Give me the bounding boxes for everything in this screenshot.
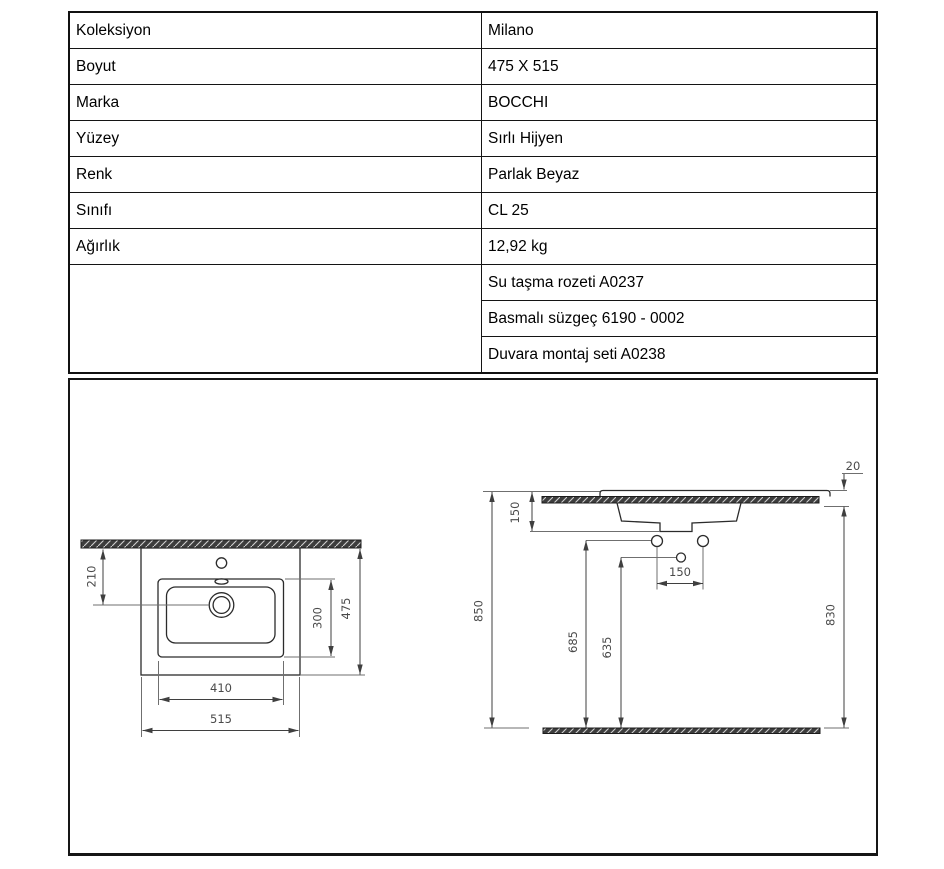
table-row	[69, 12, 877, 49]
table-row	[69, 121, 877, 157]
dim-685-label: 685	[566, 631, 580, 653]
spec-value-koleksiyon: Milano	[482, 12, 878, 49]
spec-value-aksesuar-1: Su taşma rozeti A0237	[482, 265, 878, 301]
table-row	[69, 49, 877, 85]
drain-hole-side-view	[677, 553, 686, 562]
spec-label-agirlik: Ağırlık	[69, 229, 482, 265]
spec-value-marka: BOCCHI	[482, 85, 878, 121]
technical-drawing-panel	[68, 378, 878, 856]
faucet-hole	[216, 558, 226, 568]
overflow-slot	[215, 579, 228, 584]
dim-150-top-label: 150	[508, 501, 522, 524]
dim-300-label: 300	[310, 607, 325, 629]
spec-label-empty-cell	[69, 265, 482, 374]
dim-850-label: 850	[471, 600, 486, 622]
dim-410-label: 410	[210, 681, 232, 695]
basin-bowl	[167, 587, 276, 643]
outlet-hole-right	[698, 536, 709, 547]
outlet-hole-left	[652, 536, 663, 547]
spec-label-sinifi: Sınıfı	[69, 193, 482, 229]
sink-rim-profile	[600, 491, 830, 497]
spec-label-yuzey: Yüzey	[69, 121, 482, 157]
spec-value-sinifi: CL 25	[482, 193, 878, 229]
spec-value-boyut: 475 X 515	[482, 49, 878, 85]
table-row	[69, 193, 877, 229]
counter-section-hatched	[542, 497, 819, 504]
floor-section-hatched	[543, 728, 820, 734]
table-row	[69, 157, 877, 193]
dim-150-span-label: 150	[669, 565, 691, 579]
bowl-profile-side-view	[617, 503, 741, 532]
top-view-drawing	[81, 540, 365, 737]
spec-table	[68, 11, 878, 374]
spec-value-aksesuar-2: Basmalı süzgeç 6190 - 0002	[482, 301, 878, 337]
spec-value-agirlik: 12,92 kg	[482, 229, 878, 265]
dim-635-label: 635	[600, 636, 614, 659]
spec-value-renk: Parlak Beyaz	[482, 157, 878, 193]
basin-rim	[158, 579, 284, 657]
dim-515-label: 515	[210, 712, 232, 726]
table-row	[69, 265, 877, 301]
sink-outline-top-view	[141, 548, 300, 675]
spec-value-aksesuar-3: Duvara montaj seti A0238	[482, 337, 878, 374]
spec-label-boyut: Boyut	[69, 49, 482, 85]
spec-label-koleksiyon: Koleksiyon	[69, 12, 482, 49]
spec-value-yuzey: Sırlı Hijyen	[482, 121, 878, 157]
wall-section-hatched	[81, 540, 361, 548]
dim-20-label: 20	[845, 459, 861, 473]
spec-label-renk: Renk	[69, 157, 482, 193]
side-view-drawing	[472, 459, 864, 734]
dim-210-label: 210	[84, 565, 99, 588]
table-row	[69, 85, 877, 121]
dim-830-label: 830	[823, 604, 838, 626]
drain-inner	[213, 597, 230, 614]
technical-drawings	[68, 378, 878, 856]
spec-label-marka: Marka	[69, 85, 482, 121]
table-row	[69, 229, 877, 265]
dim-475-label: 475	[339, 597, 353, 620]
